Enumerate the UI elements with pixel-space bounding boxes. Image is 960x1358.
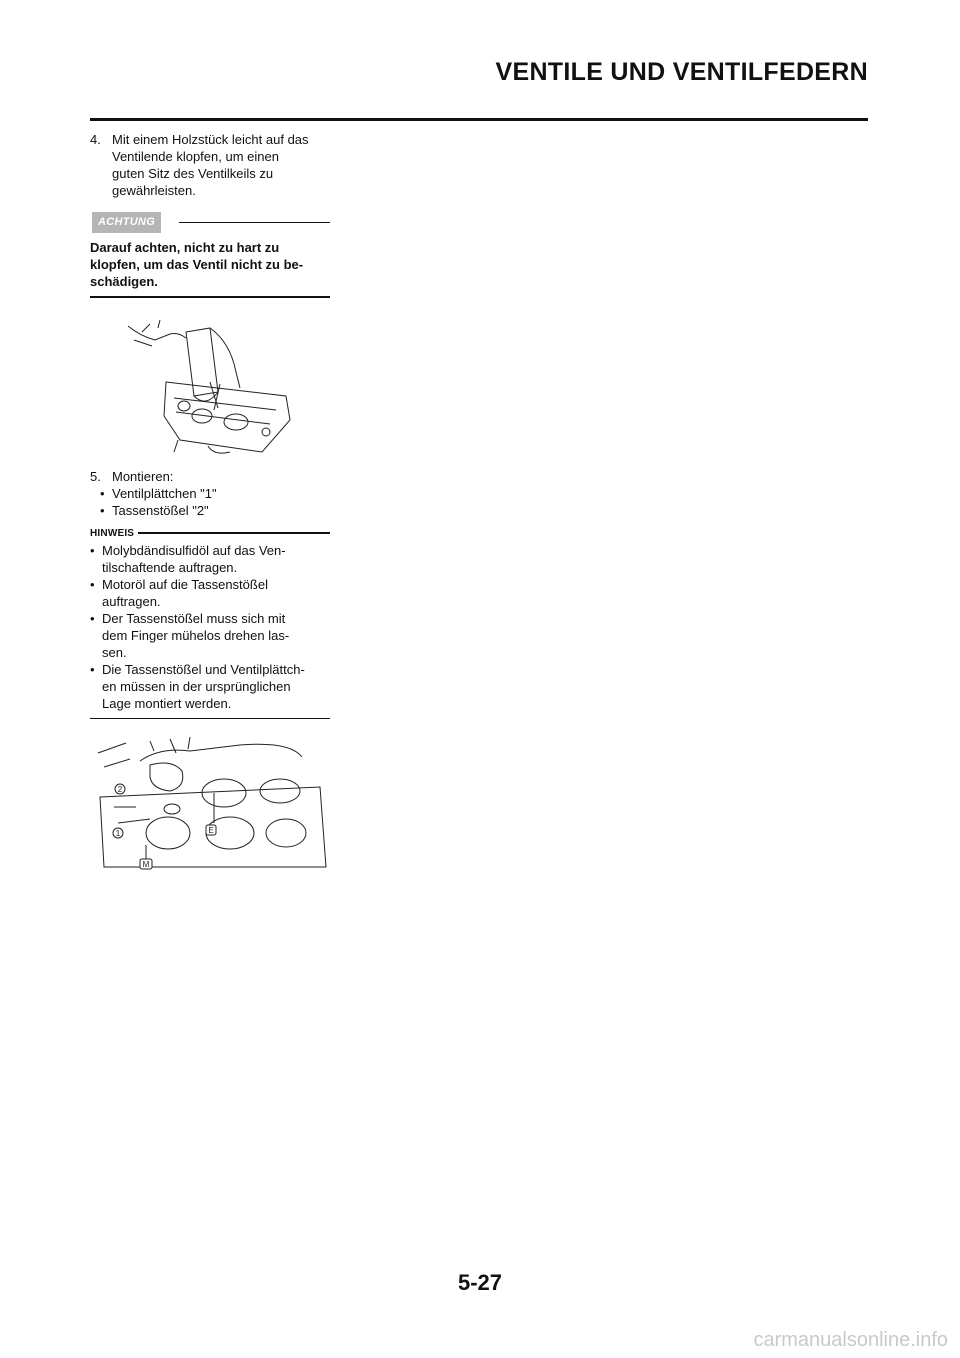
note-line: Der Tassenstößel muss sich mit	[102, 610, 286, 626]
step-4-line: guten Sitz des Ventilkeils zu	[112, 166, 274, 181]
caution-header	[90, 212, 330, 233]
caution-badge: ACHTUNG	[92, 212, 161, 233]
note-line: Die Tassenstößel und Ventilplättch-	[102, 661, 305, 677]
list-item	[100, 485, 330, 502]
note-line: Molybdändisulfidöl auf das Ven-	[102, 542, 286, 558]
callout-2: 2	[117, 785, 123, 794]
bullet-marker: •	[90, 576, 95, 592]
list-item-text: Ventilplättchen "1"	[112, 485, 217, 501]
note-line: tilschaftende auftragen.	[102, 559, 238, 575]
lifter-installation-illustration	[90, 737, 330, 872]
engine-oil-symbol: E	[208, 826, 214, 835]
note-item	[90, 576, 330, 610]
step-4-line: Mit einem Holzstück leicht auf das	[112, 132, 309, 147]
note-line: auftragen.	[102, 593, 161, 609]
step-4	[90, 131, 330, 199]
page-header-title: VENTILE UND VENTILFEDERN	[495, 58, 868, 86]
caution-rule	[179, 222, 330, 224]
molybdenum-oil-symbol: M	[142, 860, 150, 869]
note-line: Motoröl auf die Tassenstößel	[102, 576, 268, 592]
note-item	[90, 542, 330, 576]
note-line: en müssen in der ursprünglichen	[102, 678, 291, 694]
valve-tapping-illustration	[90, 312, 330, 462]
step-4-line: Ventilende klopfen, um einen	[112, 149, 279, 164]
note-item	[90, 610, 330, 661]
step-4-number: 4.	[90, 132, 101, 147]
step-4-line: gewährleisten.	[112, 183, 196, 198]
caution-text	[90, 239, 330, 290]
note-rule	[138, 532, 330, 534]
header-rule	[90, 118, 868, 121]
step-4-text	[112, 131, 330, 199]
caution-end-rule	[90, 296, 330, 298]
step-5	[90, 468, 330, 485]
note-item	[90, 661, 330, 712]
note-line: sen.	[102, 644, 127, 660]
bullet-marker: •	[100, 485, 105, 501]
list-item-text: Tassenstößel "2"	[112, 502, 209, 518]
bullet-marker: •	[90, 661, 95, 677]
step-5-number: 5.	[90, 468, 101, 484]
list-item	[100, 502, 330, 519]
page-number: 5-27	[457, 1270, 503, 1295]
bullet-marker: •	[90, 610, 95, 626]
bullet-marker: •	[100, 502, 105, 518]
callout-1: 1	[115, 829, 121, 838]
step-5-items	[100, 485, 330, 519]
note-line: dem Finger mühelos drehen las-	[102, 627, 290, 643]
note-line: Lage montiert werden.	[102, 695, 232, 711]
caution-line: klopfen, um das Ventil nicht zu be-	[90, 257, 304, 272]
caution-line: Darauf achten, nicht zu hart zu	[90, 240, 280, 255]
note-label: HINWEIS	[90, 527, 135, 539]
step-5-title: Montieren:	[112, 468, 174, 484]
note-header	[90, 525, 330, 542]
note-list	[90, 542, 330, 712]
note-end-rule	[90, 718, 330, 720]
bullet-marker: •	[90, 542, 95, 558]
caution-line: schädigen.	[90, 274, 158, 289]
watermark: carmanualsonline.info	[753, 1329, 948, 1351]
content-column	[90, 131, 330, 872]
